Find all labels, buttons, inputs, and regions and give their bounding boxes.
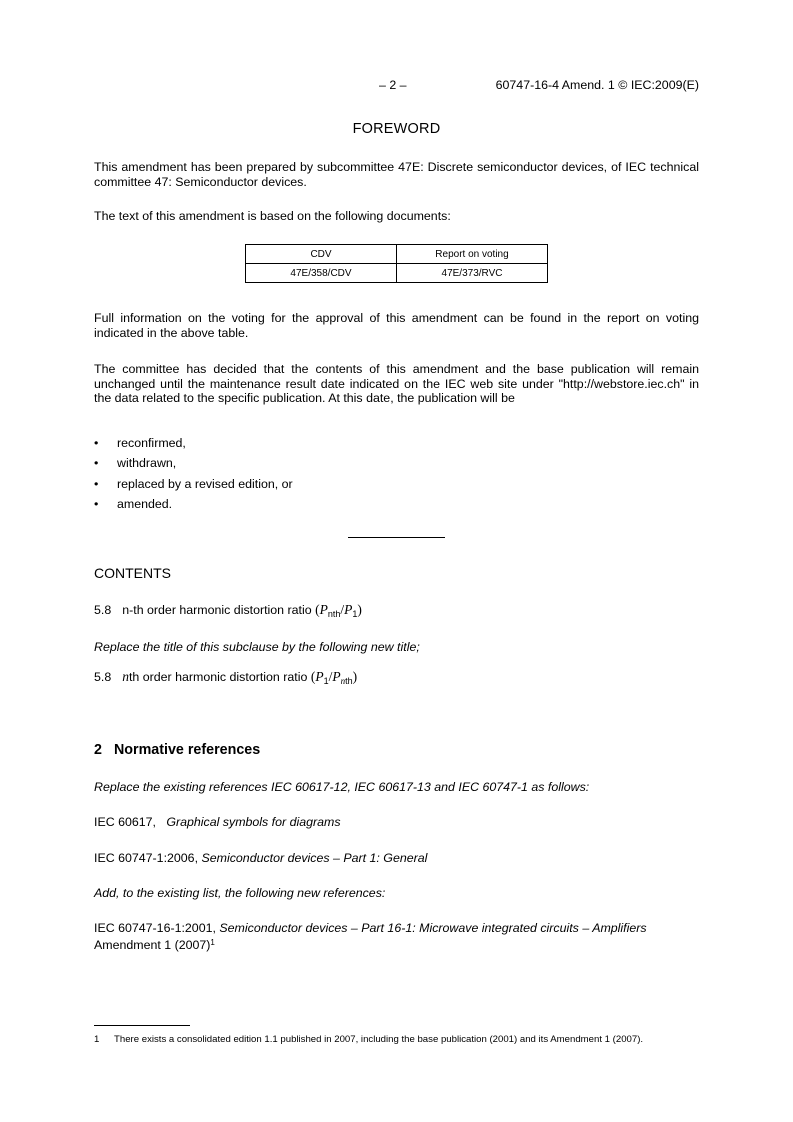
list-item: • reconfirmed, bbox=[94, 436, 186, 450]
section-heading bbox=[94, 742, 260, 758]
page-number: – 2 – bbox=[379, 78, 407, 92]
publication-status-list bbox=[94, 436, 293, 518]
entry-number: 5.8 bbox=[94, 670, 112, 684]
harmonic-ratio-formula-new: $(P_1/P_{nth})$ bbox=[310, 669, 358, 686]
table-row bbox=[246, 264, 548, 283]
section-title: Normative references bbox=[113, 742, 261, 758]
section-divider bbox=[348, 537, 445, 538]
foreword-intro: This amendment has been prepared by subcommittee 47E: Discrete semiconductor devices, of IEC technical committee 47: Semiconductor devices. bbox=[94, 160, 699, 189]
bullet-icon: • bbox=[94, 456, 99, 471]
add-references-instruction: Add, to the existing list, the following new references: bbox=[94, 886, 386, 900]
list-item: • amended. bbox=[94, 497, 173, 512]
documents-intro: The text of this amendment is based on the following documents: bbox=[94, 209, 451, 223]
replace-references-instruction: Replace the existing references IEC 60617-12, IEC 60617-13 and IEC 60747-1 as follows: bbox=[94, 780, 590, 794]
reference-iec-60747-16-1: IEC 60747-16-1:2001, Semiconductor devices – Part 16-1: Microwave integrated circuits – Amplifiers Amendment 1 (2007)$^1$ bbox=[94, 921, 647, 952]
footnote-mark: 1 bbox=[94, 1034, 100, 1045]
reference-iec-60617: IEC 60617, Graphical symbols for diagrams bbox=[94, 815, 341, 829]
bullet-icon: • bbox=[94, 497, 99, 512]
contents-old-entry bbox=[94, 602, 362, 619]
harmonic-ratio-formula-old: $(P_{nth}/P_1)$ bbox=[315, 602, 362, 619]
foreword-title: FOREWORD bbox=[352, 121, 441, 137]
reference-iec-60747-1: IEC 60747-1:2006, Semiconductor devices – Part 1: General bbox=[94, 851, 428, 865]
table-header-cell: CDV bbox=[246, 245, 397, 264]
entry-text: n-th order harmonic distortion ratio bbox=[122, 603, 312, 617]
document-reference: 60747-16-4 Amend. 1 © IEC:2009(E) bbox=[495, 78, 699, 92]
contents-new-entry: 5.8 nth order harmonic distortion ratio $(P_1/P_{nth})$ bbox=[94, 669, 358, 686]
table-cell: 47E/373/RVC bbox=[397, 264, 548, 283]
voting-documents-table bbox=[245, 244, 548, 283]
table-cell: 47E/358/CDV bbox=[246, 264, 397, 283]
subclause-title-instruction: Replace the title of this subclause by the following new title; bbox=[94, 640, 420, 654]
contents-title: CONTENTS bbox=[94, 565, 171, 581]
footnote-separator bbox=[94, 1025, 190, 1026]
table-header-row bbox=[246, 245, 548, 264]
list-item: • replaced by a revised edition, or bbox=[94, 476, 293, 491]
committee-decision: The committee has decided that the contents of this amendment and the base publication will remain unchanged until the maintenance result date indicated on the IEC web site under "http://webstore.iec.ch" in the data related to the specific publication. At this date, the publication will be bbox=[94, 362, 699, 405]
table-header-cell: Report on voting bbox=[397, 245, 548, 264]
bullet-icon: • bbox=[94, 476, 99, 491]
entry-number: 5.8 bbox=[94, 603, 112, 617]
section-number: 2 bbox=[94, 742, 102, 758]
footnote-text: There exists a consolidated edition 1.1 published in 2007, including the base publication (2001) and its Amendment 1 (2007). bbox=[114, 1034, 644, 1045]
footnote bbox=[94, 1034, 699, 1046]
footnote-reference[interactable]: 1 bbox=[210, 937, 215, 947]
entry-text: th order harmonic distortion ratio bbox=[128, 670, 308, 684]
bullet-icon: • bbox=[94, 436, 99, 450]
list-item: • withdrawn, bbox=[94, 456, 177, 471]
voting-info: Full information on the voting for the approval of this amendment can be found in the report on voting indicated in the above table. bbox=[94, 311, 699, 340]
